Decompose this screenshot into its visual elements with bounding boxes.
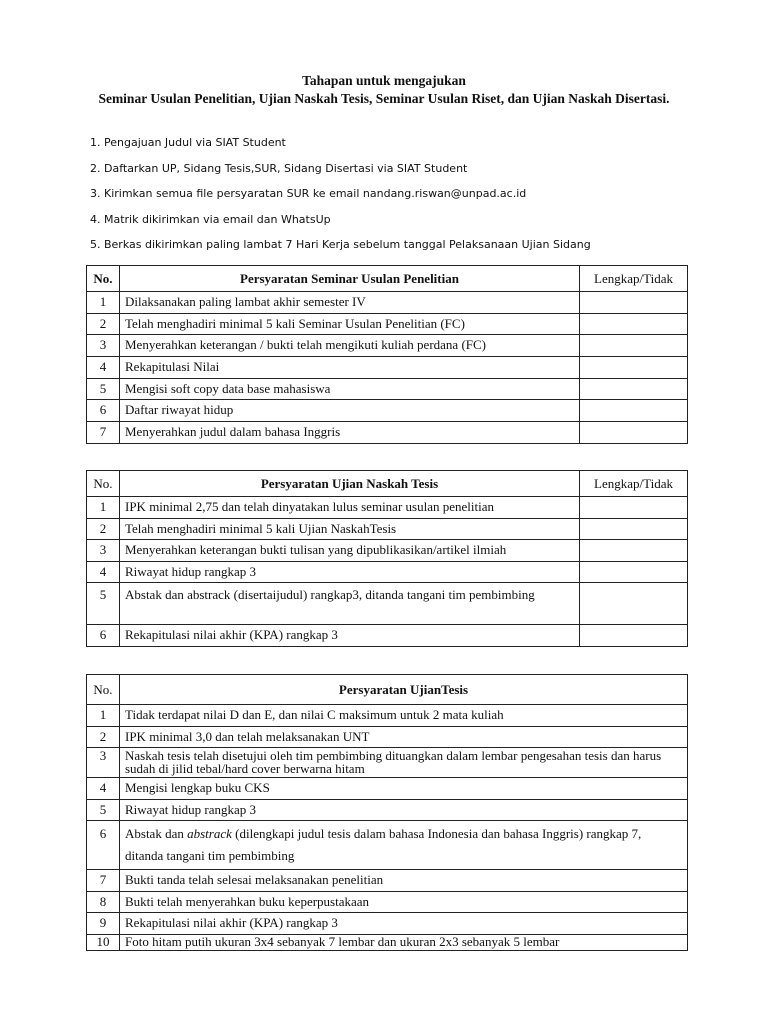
row-requirement: Menyerahkan keterangan / bukti telah mengikuti kuliah perdana (FC) (120, 335, 580, 357)
row-status-cell (580, 540, 688, 562)
table-row (87, 583, 688, 625)
row-number: 5 (87, 378, 120, 400)
row-number: 6 (87, 400, 120, 422)
table-header-row (87, 471, 688, 497)
header-no: No. (87, 471, 120, 497)
row-number: 3 (87, 335, 120, 357)
requirement-text-italic: abstrack (187, 826, 232, 841)
header-status: Lengkap/Tidak (580, 266, 688, 292)
table-row (87, 378, 688, 400)
header-no: No. (87, 266, 120, 292)
table-row (87, 292, 688, 314)
row-status-cell (580, 335, 688, 357)
row-requirement: Tidak terdapat nilai D dan E, dan nilai C maksimum untuk 2 mata kuliah (120, 705, 688, 727)
row-requirement: Telah menghadiri minimal 5 kali Ujian NaskahTesis (120, 518, 580, 540)
row-requirement: IPK minimal 2,75 dan telah dinyatakan lulus seminar usulan penelitian (120, 497, 580, 519)
header-title: Persyaratan Ujian Naskah Tesis (120, 471, 580, 497)
table-row (87, 335, 688, 357)
row-number: 7 (87, 422, 120, 444)
row-status-cell (580, 583, 688, 625)
step-item: 2. Daftarkan UP, Sidang Tesis,SUR, Sidang Disertasi via SIAT Student (90, 161, 468, 175)
table-row (87, 497, 688, 519)
row-requirement: Menyerahkan keterangan bukti tulisan yang dipublikasikan/artikel ilmiah (120, 540, 580, 562)
row-status-cell (580, 625, 688, 647)
row-number: 1 (87, 705, 120, 727)
row-requirement: Foto hitam putih ukuran 3x4 sebanyak 7 lembar dan ukuran 2x3 sebanyak 5 lembar (120, 934, 688, 950)
row-requirement: Riwayat hidup rangkap 3 (120, 799, 688, 821)
row-requirement: Daftar riwayat hidup (120, 400, 580, 422)
row-requirement: Telah menghadiri minimal 5 kali Seminar Usulan Penelitian (FC) (120, 313, 580, 335)
table-row (87, 870, 688, 892)
step-item: 4. Matrik dikirimkan via email dan WhatsUp (90, 212, 331, 226)
row-number: 5 (87, 583, 120, 625)
requirement-text-part: (dilengkapi judul tesis dalam bahasa Indonesia dan bahasa Inggris) rangkap 7, ditanda tangani tim pembimbing (125, 826, 642, 863)
row-number: 1 (87, 292, 120, 314)
table-row (87, 726, 688, 748)
row-number: 4 (87, 561, 120, 583)
row-number: 6 (87, 625, 120, 647)
table-row (87, 561, 688, 583)
row-status-cell (580, 561, 688, 583)
row-status-cell (580, 357, 688, 379)
row-requirement: Naskah tesis telah disetujui oleh tim pembimbing dituangkan dalam lembar pengesahan tesis dan harus sudah di jilid tebal/hard cover berwarna hitam (120, 748, 688, 778)
row-status-cell (580, 400, 688, 422)
step-item: 3. Kirimkan semua file persyaratan SUR ke email nandang.riswan@unpad.ac.id (90, 187, 527, 200)
row-requirement: Abstak dan abstrack (disertaijudul) rangkap3, ditanda tangani tim pembimbing (120, 583, 580, 625)
row-number: 5 (87, 799, 120, 821)
table-row (87, 540, 688, 562)
row-requirement: Dilaksanakan paling lambat akhir semester IV (120, 292, 580, 314)
header-no: No. (87, 675, 120, 705)
row-number: 4 (87, 357, 120, 379)
table-header-row (87, 675, 688, 705)
table-row (87, 891, 688, 913)
row-number: 6 (87, 821, 120, 870)
table-row (87, 799, 688, 821)
row-number: 9 (87, 913, 120, 935)
row-status-cell (580, 518, 688, 540)
title-line-2: Seminar Usulan Penelitian, Ujian Naskah Tesis, Seminar Usulan Riset, dan Ujian Naskah Disertasi. (98, 90, 670, 106)
row-requirement: Rekapitulasi nilai akhir (KPA) rangkap 3 (120, 913, 688, 935)
table-row (87, 400, 688, 422)
header-status: Lengkap/Tidak (580, 471, 688, 497)
table-row (87, 625, 688, 647)
row-requirement: Rekapitulasi Nilai (120, 357, 580, 379)
seminar-usulan-penelitian-table (86, 265, 688, 444)
row-requirement: Riwayat hidup rangkap 3 (120, 561, 580, 583)
row-number: 10 (87, 934, 120, 950)
document-title (80, 72, 688, 107)
header-title: Persyaratan Seminar Usulan Penelitian (120, 266, 580, 292)
row-requirement (120, 821, 688, 870)
row-number: 3 (87, 748, 120, 778)
row-requirement: Menyerahkan judul dalam bahasa Inggris (120, 422, 580, 444)
row-status-cell (580, 313, 688, 335)
row-requirement: Mengisi soft copy data base mahasiswa (120, 378, 580, 400)
table-row (87, 705, 688, 727)
row-requirement: Bukti telah menyerahkan buku keperpustakaan (120, 891, 688, 913)
ujian-tesis-table (86, 674, 688, 951)
row-number: 2 (87, 518, 120, 540)
row-status-cell (580, 422, 688, 444)
row-number: 1 (87, 497, 120, 519)
table-row (87, 748, 688, 778)
header-title: Persyaratan UjianTesis (120, 675, 688, 705)
row-status-cell (580, 292, 688, 314)
requirement-text-part: Abstak dan (125, 826, 188, 841)
row-number: 7 (87, 870, 120, 892)
step-item: 1. Pengajuan Judul via SIAT Student (90, 136, 286, 149)
row-requirement: Bukti tanda telah selesai melaksanakan penelitian (120, 870, 688, 892)
row-number: 3 (87, 540, 120, 562)
ujian-naskah-tesis-table (86, 470, 688, 647)
row-number: 8 (87, 891, 120, 913)
table-row (87, 934, 688, 950)
table-header-row (87, 266, 688, 292)
table-row (87, 357, 688, 379)
step-item: 5. Berkas dikirimkan paling lambat 7 Hari Kerja sebelum tanggal Pelaksanaan Ujian Sidang (90, 238, 591, 251)
row-status-cell (580, 378, 688, 400)
row-status-cell (580, 497, 688, 519)
table-row (87, 821, 688, 870)
row-requirement: IPK minimal 3,0 dan telah melaksanakan UNT (120, 726, 688, 748)
steps-list (90, 134, 730, 262)
row-requirement: Rekapitulasi nilai akhir (KPA) rangkap 3 (120, 625, 580, 647)
table-row (87, 778, 688, 800)
title-line-1: Tahapan untuk mengajukan (302, 73, 466, 88)
row-requirement: Mengisi lengkap buku CKS (120, 778, 688, 800)
row-number: 2 (87, 726, 120, 748)
table-row (87, 422, 688, 444)
table-row (87, 518, 688, 540)
table-row (87, 313, 688, 335)
row-number: 2 (87, 313, 120, 335)
row-number: 4 (87, 778, 120, 800)
table-row (87, 913, 688, 935)
